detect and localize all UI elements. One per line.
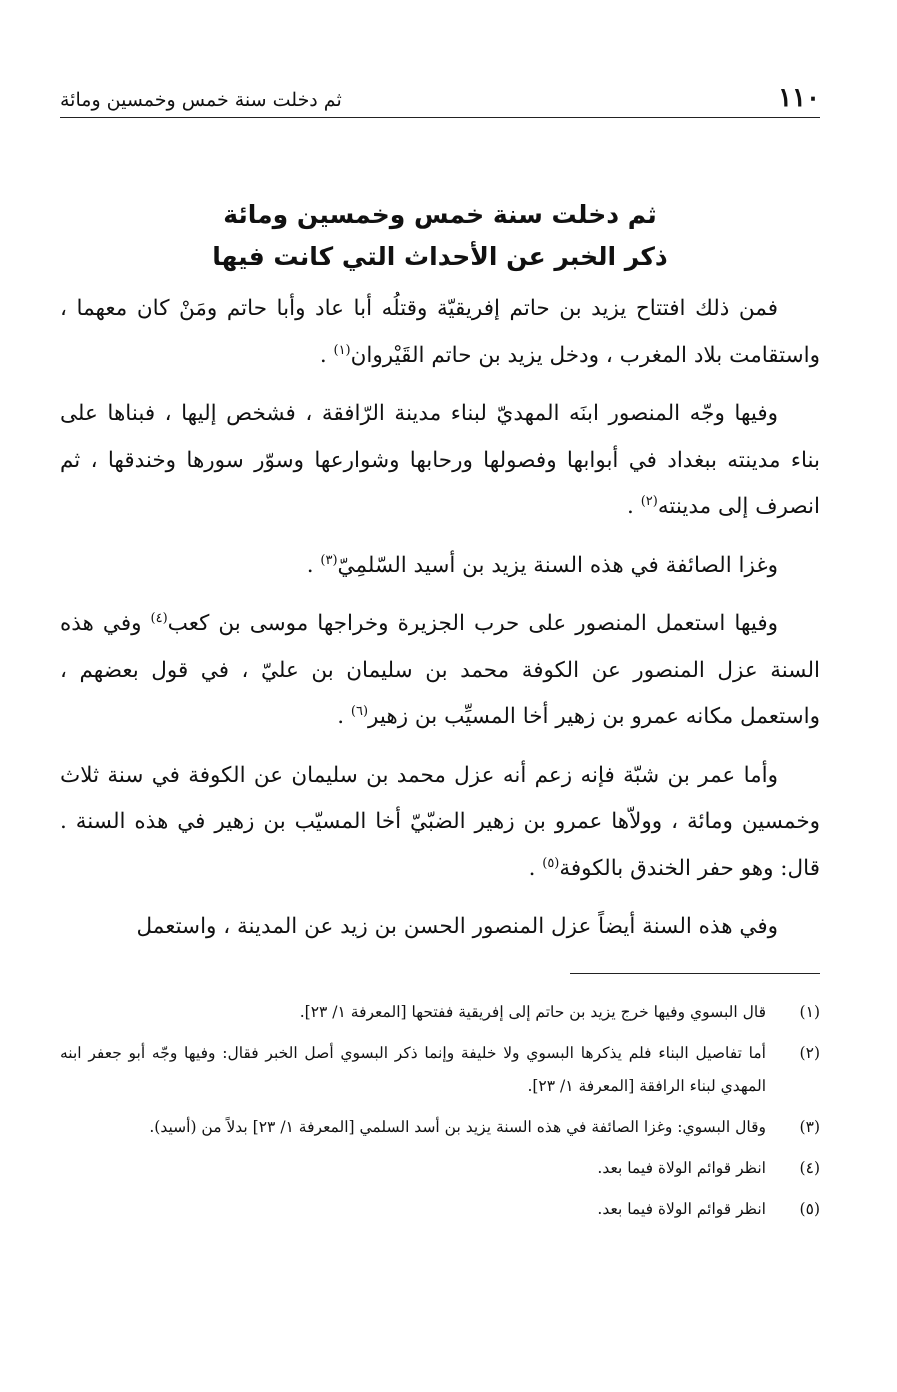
footnote [60,1193,820,1226]
footnote-text: قال البسوي وفيها خرج يزيد بن حاتم إلى إفريقية ففتحها [المعرفة ١/ ٢٣]. [299,1002,766,1021]
footnote-text: أما تفاصيل البناء فلم يذكرها البسوي ولا خليفة وإنما ذكر البسوي أصل الخبر فقال: وفيها وجّه أبو جعفر ابنه المهدي لبناء الرافقة [المعرفة ١/ ٢٣]. [60,1043,766,1095]
footnote-number: (٥) [799,1199,820,1218]
book-page [60,75,820,1365]
paragraph-text: وفي هذه السنة أيضاً عزل المنصور الحسن بن زيد عن المدينة ، واستعمل [136,914,778,939]
footnote-marker: (٤) [150,610,168,626]
body-paragraph [60,391,820,531]
footnote-number: (٤) [799,1158,820,1177]
footnote-marker: (٦) [350,703,369,719]
body-paragraph [60,904,820,951]
footnote [60,1152,820,1185]
paragraph-text: وغزا الصائفة في هذه السنة يزيد بن أسيد السّلمِيّ [337,552,778,578]
footnote-text: انظر قوائم الولاة فيما بعد. [597,1158,766,1177]
running-title: ثم دخلت سنة خمس وخمسين ومائة [60,89,342,111]
paragraph-text: . [528,855,543,881]
running-header [60,75,820,118]
chapter-title-line-2: ذكر الخبر عن الأحداث التي كانت فيها [212,242,668,271]
footnote-marker: (٣) [320,552,338,568]
body-paragraph [60,286,820,379]
footnote-marker: (٥) [542,855,560,871]
paragraph-text: . [627,494,641,519]
page-number: ١١٠ [778,83,820,113]
body-paragraph [60,601,820,741]
body-paragraph [60,543,820,590]
paragraph-text: . [319,342,334,368]
footnote-number: (٢) [799,1043,820,1062]
footnote [60,1111,820,1144]
footnote-text: وقال البسوي: وغزا الصائفة في هذه السنة يزيد بن أسد السلمي [المعرفة ١/ ٢٣] بدلاً من (أسيد). [149,1117,766,1136]
footnote-text: انظر قوائم الولاة فيما بعد. [597,1199,766,1218]
paragraph-text: وأما عمر بن شبّة فإنه زعم أنه عزل محمد بن سليمان عن الكوفة في سنة ثلاث وخمسين ومائة ، وولاّها عمرو بن زهير الضبّيّ أخا المسيّب بن زهير في هذه السنة . قال: وهو حفر الخندق بالكوفة [60,762,820,881]
paragraph-text: . [306,552,321,578]
body-text [60,286,820,951]
footnotes [60,996,820,1226]
paragraph-text: وفيها وجّه المنصور ابنَه المهديّ لبناء مدينة الرّافقة ، فشخص إليها ، فبناها على بناء مدينته ببغداد في أبوابها وفصولها ورحابها وشوارعها وسوّر سورها وخندقها ، ثم انصرف إلى مدينته [60,401,820,519]
paragraph-text: وفي هذه السنة عزل المنصور عن الكوفة محمد بن سليمان بن عليّ ، في قول بعضهم ، واستعمل مكانه عمرو بن زهير أخا المسيِّب بن زهير [60,611,820,729]
footnote-marker: (٢) [640,493,658,509]
footnote [60,1037,820,1103]
footnote-marker: (١) [333,342,351,358]
paragraph-text: وفيها استعمل المنصور على حرب الجزيرة وخراجها موسى بن كعب [167,611,779,636]
footnote-number: (١) [799,1002,820,1021]
paragraph-text: فمن ذلك افتتاح يزيد بن حاتم إفريقيّة وقتلُه أبا عاد وأبا حاتم ومَنْ كان معهما ، واستقامت بلاد المغرب ، ودخل يزيد بن حاتم القَيْروان [60,296,820,368]
footnote-divider [570,973,820,974]
footnote-number: (٣) [799,1117,820,1136]
footnote [60,996,820,1029]
chapter-title-line-1: ثم دخلت سنة خمس وخمسين ومائة [223,200,657,229]
chapter-title [60,194,820,278]
paragraph-text: . [337,704,351,729]
body-paragraph [60,753,820,893]
